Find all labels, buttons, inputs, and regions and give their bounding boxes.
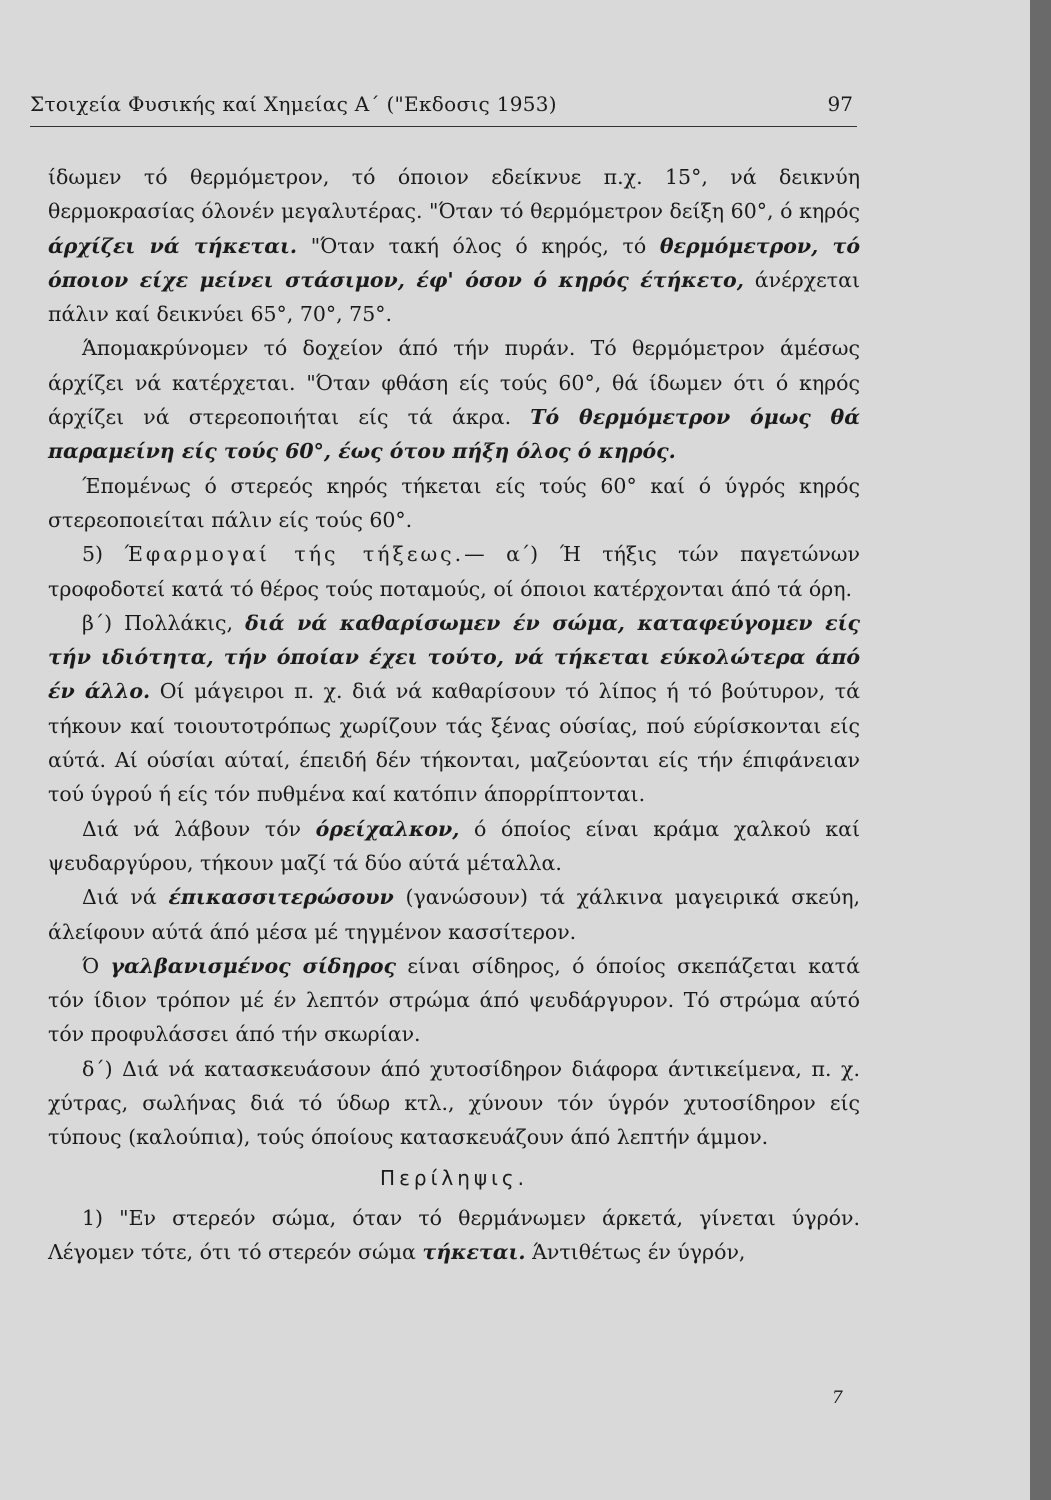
text-run: ίδωμεν τό θερμόμετρον, τό όποιον εδείκνυε π.χ. 15°, νά δεικνύη θερμοκρασίας όλονέν μεγαλυτέρας. "Όταν τό θερμόμετρον δείξη 60°, ό κηρός: [48, 165, 860, 224]
text-run: "Όταν τακή όλος ό κηρός, τό: [297, 233, 660, 258]
text-run: είναι σίδηρος, ό όποίος σκεπάζεται κατά τόν ίδιον τρόπον μέ έν λεπτόν στρώμα άπό ψευδάργυρον. Τό στρώμα αύτό τόν προφυλάσσει άπό τήν σκωρίαν.: [48, 953, 860, 1047]
text-run: 1) "Εν στερεόν σώμα, όταν τό θερμάνωμεν άρκετά, γίνεται ύγρόν. Λέγομεν τότε, ότι τό στερεόν σώμα: [48, 1205, 860, 1265]
emphasis: έπικασσιτερώσουν: [168, 885, 394, 910]
page-edge-shadow: [1030, 0, 1051, 1500]
paragraph-3: Έπομένως ό στερεός κηρός τήκεται είς τούς 60° καί ό ύγρός κηρός στερεοποιείται πάλιν είς τούς 60°.: [48, 473, 860, 532]
page-body: [48, 160, 860, 1270]
text-run: (γανώσουν) τά χάλκινα μαγειρικά σκεύη, άλείφουν αύτά άπό μέσα μέ τηγμένον κασσίτερον.: [48, 885, 860, 944]
text-run: Άντιθέτως έν ύγρόν,: [525, 1240, 746, 1265]
emphasis: γαλβανισμένος σίδηρος: [110, 953, 397, 978]
text-run: ό όποίος είναι κράμα χαλκού καί ψευδαργύρου, τήκουν μαζί τά δύο αύτά μέταλλα.: [48, 816, 861, 875]
emphasis: άρχίζει νά τήκεται.: [48, 233, 298, 258]
signature-mark: 7: [832, 1388, 843, 1408]
emphasis: θερμόμετρον, τό όποιον είχε μείνει στάσιμον, έφ' όσον ό κηρός έτήκετο,: [48, 233, 861, 292]
paragraph-6: [48, 812, 860, 881]
text-run: Άπομακρύνομεν τό δοχείον άπό τήν πυράν. Τό θερμόμετρον άμέσως άρχίζει νά κατέρχεται. "Όταν φθάση είς τούς 60°, θά ίδωμεν ότι ό κηρός άρχίζει νά στερεοποιήται είς τά άκρα.: [48, 336, 860, 430]
emphasis: διά νά καθαρίσωμεν έν σώμα, καταφεύγομεν είς τήν ιδιότητα, τήν όποίαν έχει τούτο, νά τήκεται εύκολώτερα άπό έν άλλο.: [48, 610, 860, 704]
paragraph-8: [48, 949, 860, 1052]
emphasis: τήκεται.: [422, 1240, 526, 1265]
paragraph-4: [48, 537, 860, 606]
text-run: 5): [82, 542, 125, 567]
paragraph-1: [48, 160, 860, 331]
emphasis: Τό θερμόμετρον όμως θά παραμείνη είς τούς 60°, έως ότου πήξη όλος ό κηρός.: [48, 405, 860, 464]
text-run: β΄) Πολλάκις,: [82, 610, 246, 635]
text-run: άνέρχεται πάλιν καί δεικνύει 65°, 70°, 75°.: [48, 267, 861, 327]
paragraph-7: [48, 880, 860, 949]
paragraph-5: [48, 606, 860, 812]
text-run: — α΄) Ή τήξις τών παγετώνων τροφοδοτεί κατά τό θέρος τούς ποταμούς, οί όποιοι κατέρχονται άπό τά όρη.: [48, 542, 860, 601]
section-heading: Έφαρμογαί τής τήξεως.: [124, 542, 465, 567]
paragraph-2: [48, 331, 860, 468]
emphasis: όρείχαλκον,: [315, 816, 460, 841]
page-number: 97: [827, 92, 853, 116]
paragraph-10: [48, 1201, 860, 1270]
paragraph-9: δ΄) Διά νά κατασκευάσουν άπό χυτοσίδηρον διάφορα άντικείμενα, π. χ. χύτρας, σωλήνας διά τό ύδωρ κτλ., χύνουν τόν ύγρόν χυτοσίδηρον είς τύπους (καλούπια), τούς όποίους κατασκευάζουν άπό λεπτήν άμμον.: [48, 1056, 860, 1150]
header-title: Στοιχεία Φυσικής καί Χημείας Α΄ ("Εκδοσις 1953): [30, 92, 557, 116]
text-run: Ό: [82, 953, 111, 978]
text-run: Διά νά: [82, 885, 169, 910]
summary-heading: Περίληψις.: [380, 1165, 528, 1190]
running-header: [30, 92, 857, 127]
text-run: Διά νά λάβουν τόν: [82, 816, 316, 841]
text-run: Οί μάγειροι π. χ. διά νά καθαρίσουν τό λίπος ή τό βούτυρον, τά τήκουν καί τοιουτοτρόπως χωρίζουν τάς ξένας ούσίας, πού εύρίσκονται είς αύτά. Αί ούσίαι αύταί, έπειδή δέν τήκονται, μαζεύονται είς τήν έπιφάνειαν τού ύγρού ή είς τόν πυθμένα καί κατόπιν άπορρίπτονται.: [48, 679, 860, 807]
